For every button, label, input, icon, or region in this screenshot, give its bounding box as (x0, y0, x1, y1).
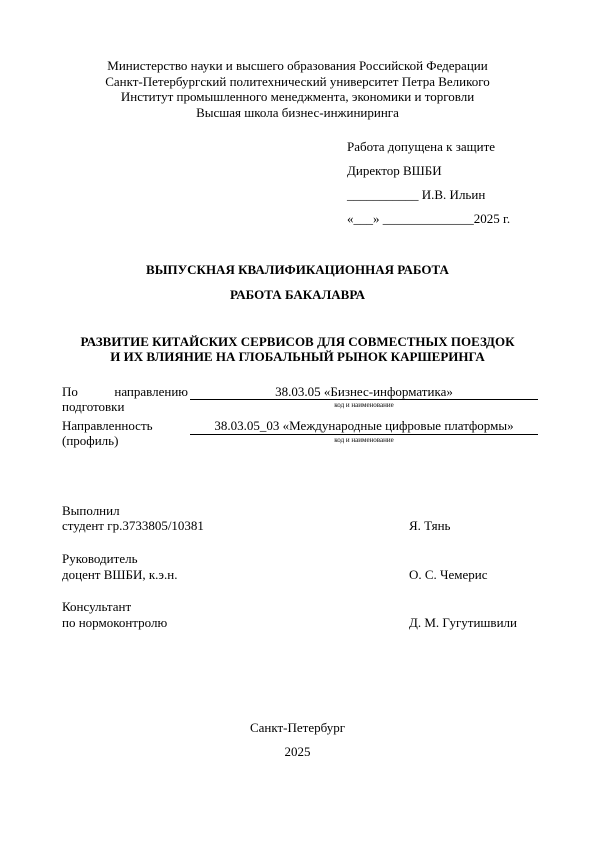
footer-year: 2025 (284, 744, 311, 759)
profile-value: 38.03.05_03 «Международные цифровые платформы» (214, 418, 514, 433)
author-name: Я. Тянь (409, 518, 451, 533)
approval-line-2: Директор ВШБИ (347, 163, 442, 178)
supervisor-position: доцент ВШБИ, к.э.н. (62, 567, 178, 582)
ministry-header (0, 58, 595, 120)
direction-underline (190, 399, 538, 400)
consultant-name: Д. М. Гугутишвили (409, 615, 517, 630)
author-role: Выполнил (62, 503, 120, 518)
supervisor-name: О. С. Чемерис (409, 567, 488, 582)
direction-label-line-2: подготовки (62, 399, 125, 414)
profile-label-line-1: Направленность (62, 418, 153, 433)
thesis-title-line-1: РАЗВИТИЕ КИТАЙСКИХ СЕРВИСОВ ДЛЯ СОВМЕСТНЫХ ПОЕЗДОК (80, 334, 515, 349)
school-line: Высшая школа бизнес-инжиниринга (196, 104, 399, 120)
approval-line-4: «___» ______________2025 г. (347, 211, 511, 226)
thesis-title-line-2: И ИХ ВЛИЯНИЕ НА ГЛОБАЛЬНЫЙ РЫНОК КАРШЕРИНГА (110, 349, 485, 364)
profile-label-line-2: (профиль) (62, 433, 119, 448)
direction-label-word-2: направлению (114, 384, 188, 399)
consultant-role: Консультант (62, 599, 132, 614)
ministry-line: Министерство науки и высшего образования Российской Федерации (107, 58, 488, 73)
institute-line: Институт промышленного менеджмента, экономики и торговли (120, 89, 475, 104)
consultant-position: по нормоконтролю (62, 615, 168, 630)
approval-line-1: Работа допущена к защите (347, 139, 496, 154)
profile-label (62, 418, 188, 448)
approval-line-3: ___________ И.В. Ильин (347, 187, 486, 202)
direction-label-word-1: По (62, 384, 78, 399)
direction-value: 38.03.05 «Бизнес-информатика» (275, 384, 453, 399)
supervisor-role: Руководитель (62, 551, 138, 566)
profile-underline (190, 434, 538, 435)
author-position: студент гр.3733805/10381 (62, 518, 204, 533)
profile-caption: код и наименование (334, 436, 394, 444)
doc-type-heading: ВЫПУСКНАЯ КВАЛИФИКАЦИОННАЯ РАБОТА (146, 262, 449, 277)
thesis-title (0, 334, 595, 364)
direction-label (62, 384, 188, 414)
direction-caption: код и наименование (334, 401, 394, 409)
doc-subtype-heading: РАБОТА БАКАЛАВРА (230, 287, 365, 302)
university-line: Санкт-Петербургский политехнический университет Петра Великого (105, 73, 490, 89)
footer-city: Санкт-Петербург (249, 720, 346, 735)
